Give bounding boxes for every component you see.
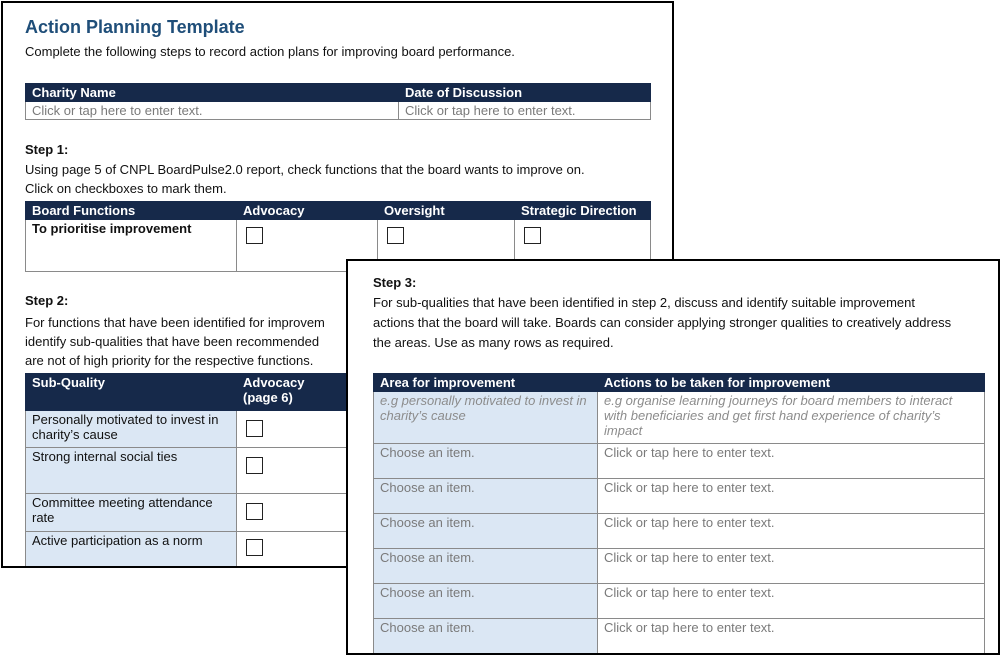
sub-quality-checkbox[interactable] [246,420,263,437]
action-text-field[interactable]: Click or tap here to enter text. [598,514,985,549]
improvement-actions-table [373,373,985,654]
sub-quality-row: Active participation as a norm [26,532,237,569]
step1-line1: Using page 5 of CNPL BoardPulse2.0 report, check functions that the board wants to improve on. [25,162,585,177]
advocacy-checkbox[interactable] [246,227,263,244]
page-title: Action Planning Template [25,17,245,37]
area-dropdown[interactable]: Choose an item. [374,444,598,479]
sub-quality-row: Strong internal social ties [26,448,237,494]
charity-name-field[interactable]: Click or tap here to enter text. [26,102,399,120]
step3-line3: the areas. Use as many rows as required. [373,335,614,350]
charity-info-table [25,83,651,120]
strategic-direction-checkbox[interactable] [524,227,541,244]
oversight-checkbox[interactable] [387,227,404,244]
date-of-discussion-header: Date of Discussion [399,84,651,102]
actions-header: Actions to be taken for improvement [598,374,985,392]
area-dropdown[interactable]: Choose an item. [374,619,598,654]
sub-quality-header: Sub-Quality [26,374,237,411]
date-of-discussion-field[interactable]: Click or tap here to enter text. [399,102,651,120]
sub-quality-row: Committee meeting attendance rate [26,494,237,532]
sub-quality-checkbox[interactable] [246,457,263,474]
action-text-field[interactable]: Click or tap here to enter text. [598,549,985,584]
prioritise-row-label: To prioritise improvement [26,220,237,272]
document-page-2 [346,259,1000,655]
charity-name-header: Charity Name [26,84,399,102]
sub-quality-table [25,373,365,568]
step3-line1: For sub-qualities that have been identified in step 2, discuss and identify suitable improvement [373,295,915,310]
area-dropdown[interactable]: Choose an item. [374,584,598,619]
area-dropdown[interactable]: Choose an item. [374,479,598,514]
step2-line3: are not of high priority for the respective functions. [25,353,314,368]
intro-text: Complete the following steps to record action plans for improving board performance. [25,44,515,59]
advocacy-page6-header: Advocacy (page 6) [237,374,365,411]
step1-heading: Step 1: [25,142,69,157]
action-text-field[interactable]: Click or tap here to enter text. [598,479,985,514]
action-text-field[interactable]: Click or tap here to enter text. [598,619,985,654]
action-text-field[interactable]: Click or tap here to enter text. [598,444,985,479]
oversight-header: Oversight [378,202,515,220]
step2-heading: Step 2: [25,293,69,308]
board-functions-header: Board Functions [26,202,237,220]
step2-line1: For functions that have been identified for improvem [25,315,325,330]
strategic-direction-header: Strategic Direction [515,202,651,220]
sub-quality-checkbox[interactable] [246,539,263,556]
example-action-cell: e.g organise learning journeys for board members to interact with beneficiaries and get first hand experience of charity’s impact [598,392,985,444]
step2-line2: identify sub-qualities that have been recommended [25,334,320,349]
area-dropdown[interactable]: Choose an item. [374,549,598,584]
sub-quality-row: Personally motivated to invest in charity’s cause [26,411,237,448]
step3-line2: actions that the board will take. Boards can consider applying stronger qualities to creatively address [373,315,952,330]
area-for-improvement-header: Area for improvement [374,374,598,392]
area-dropdown[interactable]: Choose an item. [374,514,598,549]
action-text-field[interactable]: Click or tap here to enter text. [598,584,985,619]
step3-heading: Step 3: [373,275,417,290]
sub-quality-checkbox[interactable] [246,503,263,520]
advocacy-header: Advocacy [237,202,378,220]
step1-line2: Click on checkboxes to mark them. [25,181,227,196]
example-area-cell: e.g personally motivated to invest in charity’s cause [374,392,598,444]
